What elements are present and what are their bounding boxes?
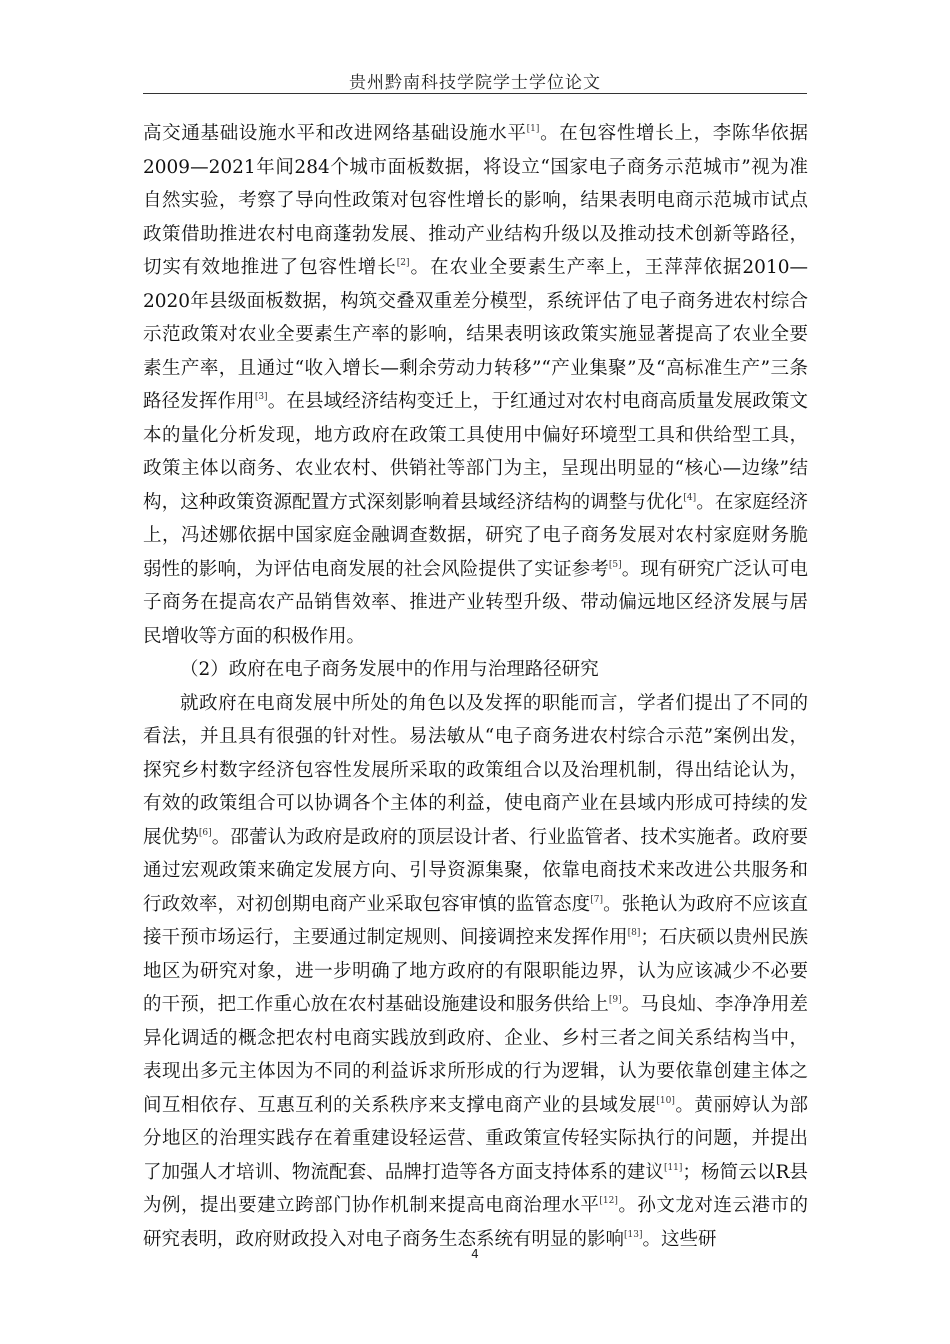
running-header: 贵州黔南科技学院学士学位论文 xyxy=(349,73,601,93)
text-run: 。在农业全要素生产率上，王萍萍依据2010—2020年县级面板数据，构筑交叠双重差分模型，系统评估了电子商务进农村综合示范政策对农业全要素生产率的影响，结果表明该政策实施显著提高了农业全要素生产率，且通过“收入增长—剩余劳动力转移”“产业集聚”及“高标准生产”三条路径发挥作用 xyxy=(143,257,808,412)
citation-6: [6] xyxy=(198,827,212,838)
text-run: ；杨简云以R县为例，提出要建立跨部门协作机制来提高电商治理水平 xyxy=(143,1161,808,1216)
text-run: 。这些研 xyxy=(642,1228,717,1250)
text-run: 。张艳认为政府不应该直接干预市场运行，主要通过制定规则、间接调控来发挥作用 xyxy=(143,893,808,948)
citation-2: [2] xyxy=(396,258,410,268)
citation-5: [5] xyxy=(608,559,622,570)
citation-10: [10] xyxy=(656,1095,675,1106)
paragraph-2 xyxy=(143,687,808,1257)
citation-3: [3] xyxy=(254,392,268,402)
citation-11: [11] xyxy=(663,1162,683,1173)
text-run: ；石庆硕以贵州民族地区为研究对象，进一步明确了地方政府的有限职能边界，认为应该减少不必要的干预，把工作重心放在农村基础设施建设和服务供给上 xyxy=(143,927,808,1015)
page-number: 4 xyxy=(471,1247,479,1261)
section-heading: （2）政府在电子商务发展中的作用与治理路径研究 xyxy=(180,659,599,680)
text-run: 。马良灿、李净净用差异化调适的概念把农村电商实践放到政府、企业、乡村三者之间关系结构当中，表现出多元主体因为不同的利益诉求所形成的行为逻辑，认为要依靠创建主体之间互相依存、互惠互利的关系秩序来支撑电商产业的县域发展 xyxy=(143,994,808,1116)
text-run: 高交通基础设施水平和改进网络基础设施水平 xyxy=(143,123,527,144)
text-run: 就政府在电商发展中所处的角色以及发挥的职能而言，学者们提出了不同的看法，并且具有很强的针对性。易法敏从“电子商务进农村综合示范”案例出发，探究乡村数字经济包容性发展所采取的政策组合以及治理机制，得出结论认为，有效的政策组合可以协调各个主体的利益，使电商产业在县域内形成可持续的发展优势 xyxy=(143,692,808,848)
citation-9: [9] xyxy=(608,995,622,1005)
text-run: 。在家庭经济上，冯述娜依据中国家庭金融调查数据，研究了电子商务发展对农村家庭财务脆弱性的影响，为评估电商发展的社会风险提供了实证参考 xyxy=(143,491,808,580)
citation-7: [7] xyxy=(590,894,603,905)
citation-4: [4] xyxy=(683,492,697,503)
text-run: 。在包容性增长上，李陈华依据2009—2021年间284个城市面板数据，将设立“国家电子商务示范城市”视为准自然实验，考察了导向性政策对包容性增长的影响，结果表明电商示范城市试点政策借助推进农村电商蓬勃发展、推动产业结构升级以及推动技术创新等路径，切实有效地推进了包容性增长 xyxy=(143,123,808,278)
text-run: 。在县域经济结构变迁上，于红通过对农村电商高质量发展政策文本的量化分析发现，地方政府在政策工具使用中偏好环境型工具和供给型工具，政策主体以商务、农业农村、供销社等部门为主，呈现出明显的“核心—边缘”结构，这种政策资源配置方式深刻影响着县域经济结构的调整与优化 xyxy=(143,391,808,513)
text-run: 。孙文龙对连云港市的研究表明，政府财政投入对电子商务生态系统有明显的影响 xyxy=(143,1195,808,1250)
citation-12: [12] xyxy=(599,1196,618,1206)
paragraph-1 xyxy=(143,117,808,653)
citation-13: [13] xyxy=(624,1229,643,1240)
citation-8: [8] xyxy=(627,928,641,938)
text-run: 。邵蕾认为政府是政府的顶层设计者、行业监管者、技术实施者。政府要通过宏观政策来确定发展方向、引导资源集聚，依靠电商技术来改进公共服务和行政效率，对初创期电商产业采取包容审慎的监管态度 xyxy=(143,826,808,915)
document-body xyxy=(143,117,808,1256)
citation-1: [1] xyxy=(526,124,540,134)
text-run: 。现有研究广泛认可电子商务在提高农产品销售效率、推进产业转型升级、带动偏远地区经济发展与居民增收等方面的积极作用。 xyxy=(143,558,808,647)
text-run: 。黄丽婷认为部分地区的治理实践存在着重建设轻运营、重政策宣传轻实际执行的问题，并提出了加强人才培训、物流配套、品牌打造等各方面支持体系的建议 xyxy=(143,1094,808,1183)
header-rule xyxy=(143,93,807,94)
